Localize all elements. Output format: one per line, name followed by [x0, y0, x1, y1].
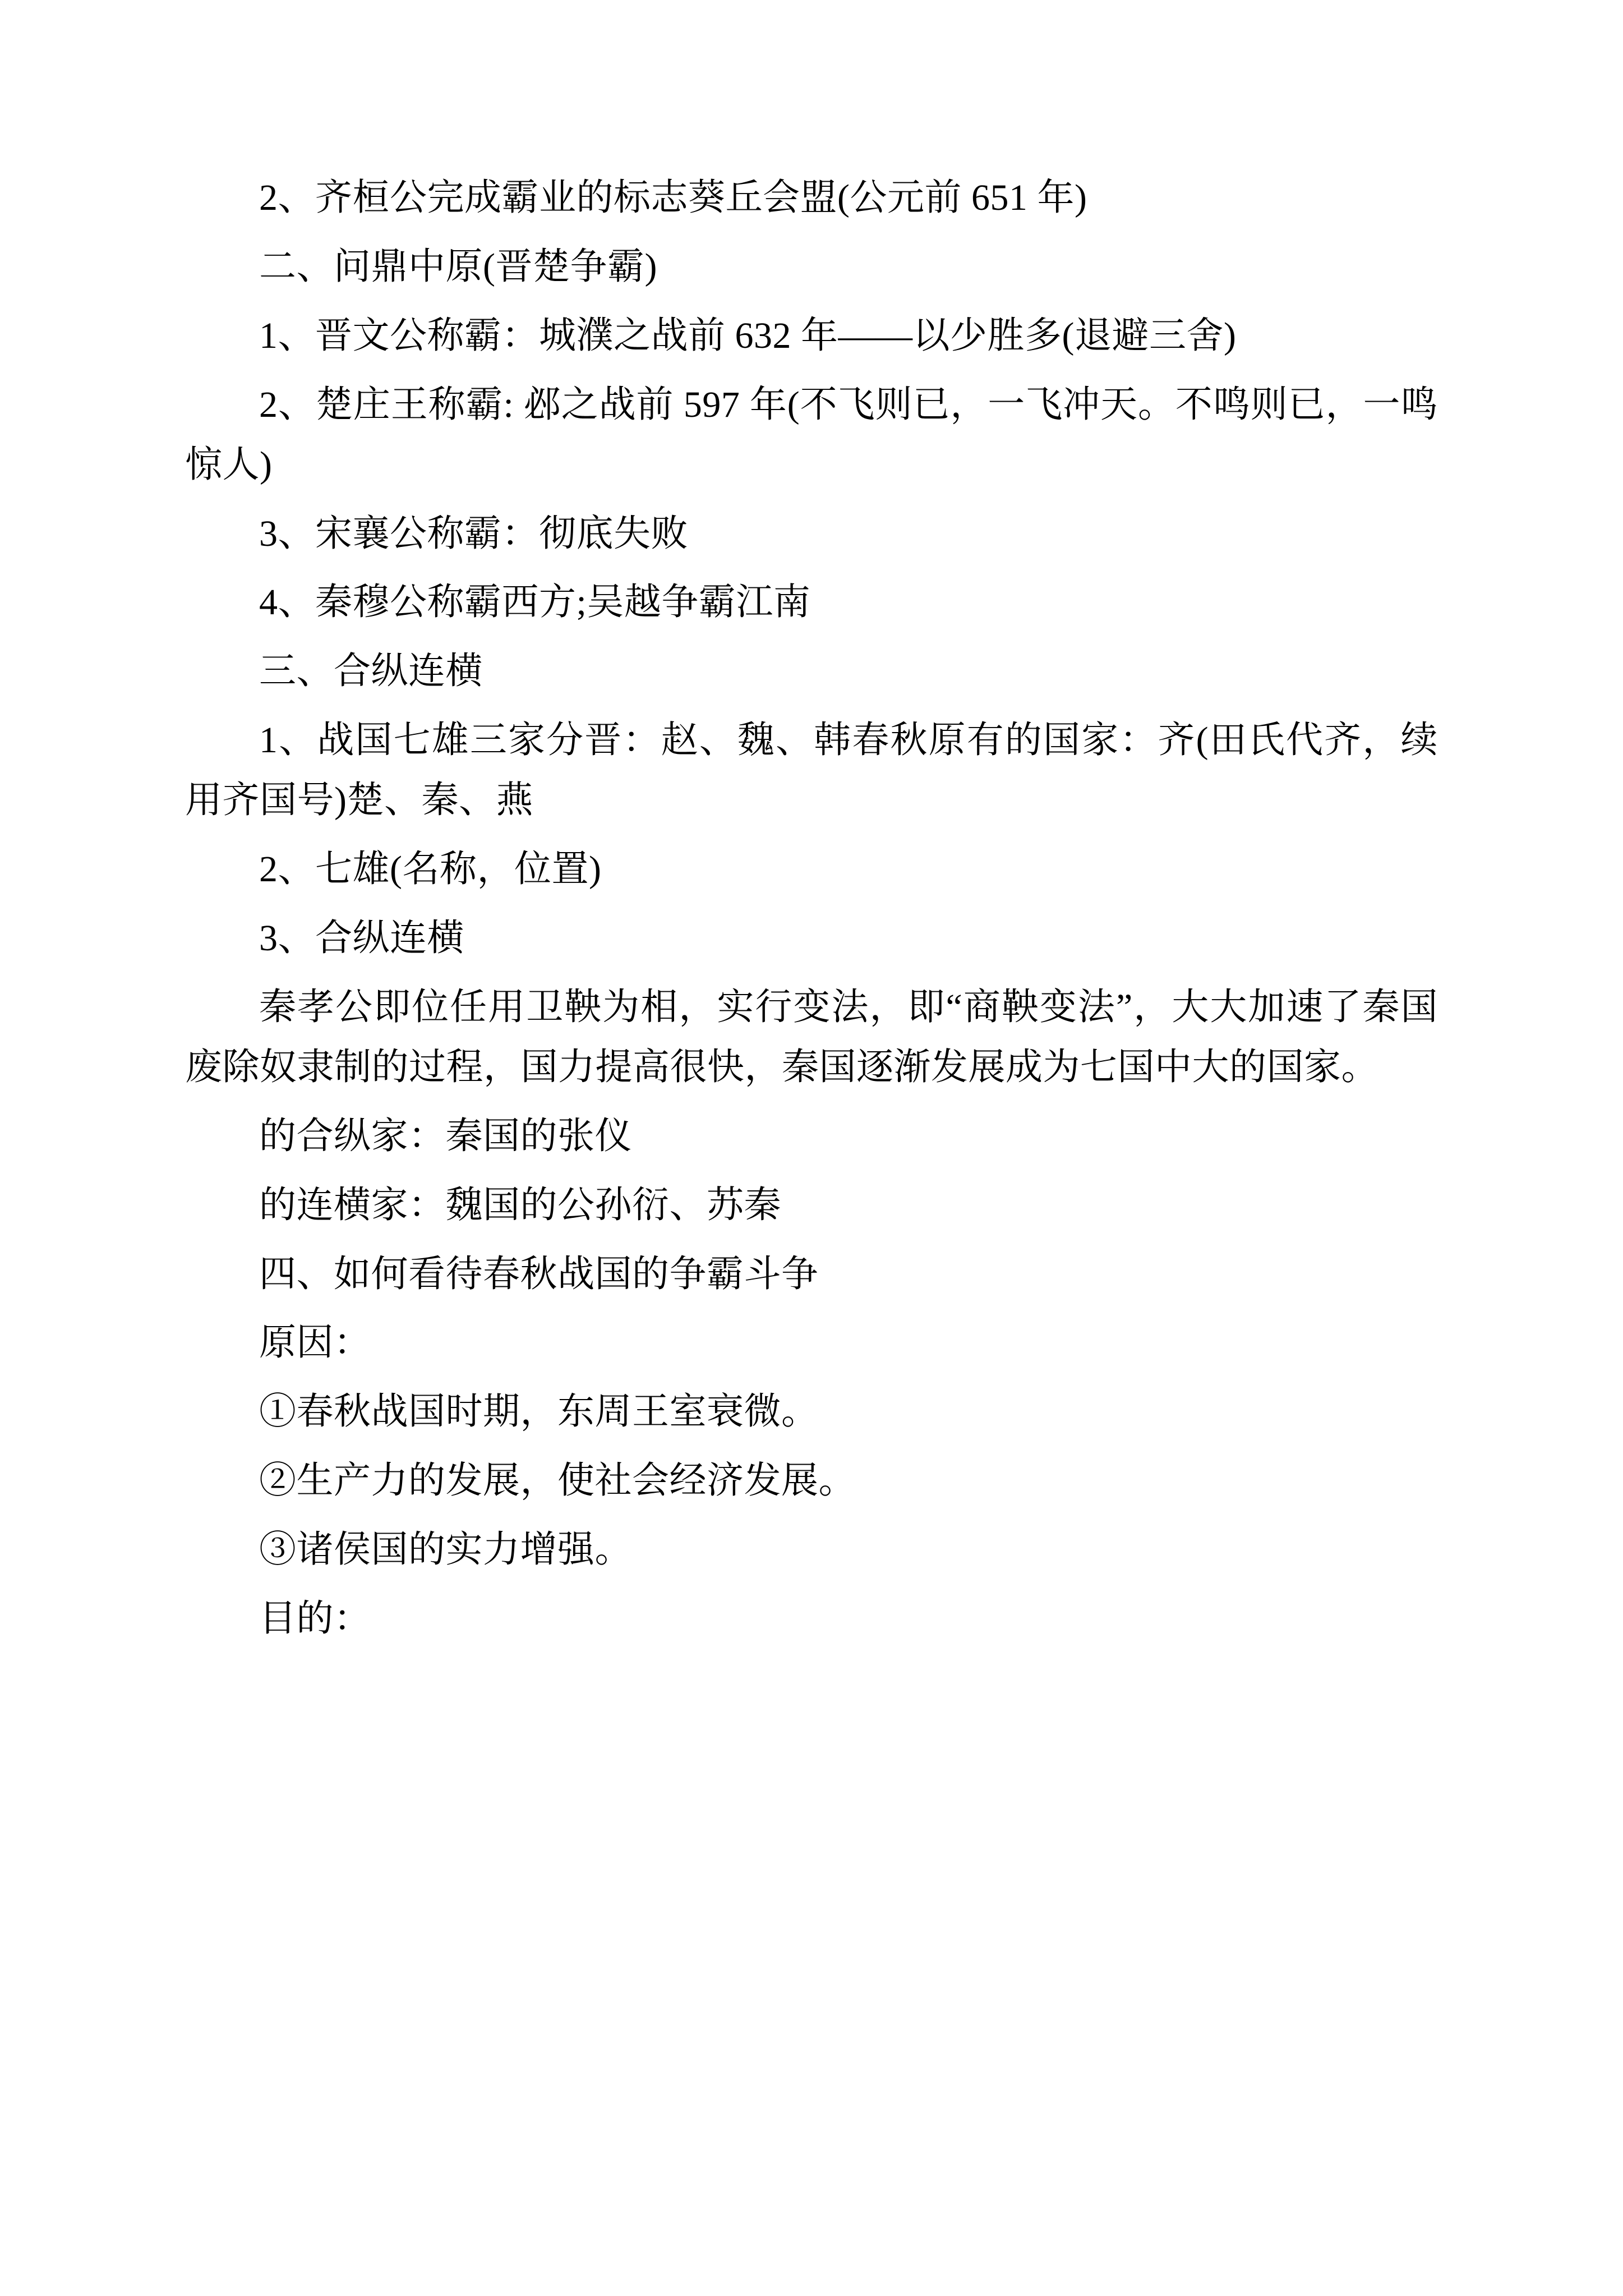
paragraph: 原因：	[259, 1322, 371, 1364]
paragraph: 2、七雄(名称，位置)	[259, 849, 602, 890]
paragraph: 的合纵家：秦国的张仪	[259, 1115, 632, 1157]
paragraph: 秦孝公即位任用卫鞅为相，实行变法，即“商鞅变法”，大大加速了秦国废除奴隶制的过程，国力提高很快，秦国逐渐发展成为七国中大的国家。	[185, 986, 1438, 1088]
paragraph: 1、战国七雄三家分晋：赵、魏、韩春秋原有的国家：齐(田氏代齐，续用齐国号)楚、秦、燕	[185, 720, 1438, 821]
paragraph: 4、秦穆公称霸西方;吴越争霸江南	[259, 582, 811, 623]
paragraph: 3、宋襄公称霸：彻底失败	[259, 513, 688, 554]
paragraph: 2、楚庄王称霸: 邲之战前 597 年(不飞则已，一飞冲天。不鸣则已，一鸣惊人)	[185, 384, 1438, 485]
paragraph: 3、合纵连横	[259, 917, 464, 959]
document-body	[185, 168, 1438, 1649]
paragraph: 目的：	[259, 1598, 371, 1640]
paragraph: 二、问鼎中原(晋楚争霸)	[259, 246, 657, 287]
paragraph: ②生产力的发展，使社会经济发展。	[259, 1460, 856, 1502]
paragraph: 1、晋文公称霸：城濮之战前 632 年——以少胜多(退避三舍)	[259, 315, 1237, 356]
paragraph: ①春秋战国时期，东周王室衰微。	[259, 1391, 819, 1433]
paragraph: 三、合纵连横	[259, 651, 483, 692]
paragraph: 四、如何看待春秋战国的争霸斗争	[259, 1253, 819, 1295]
paragraph: ③诸侯国的实力增强。	[259, 1529, 632, 1571]
paragraph: 2、齐桓公完成霸业的标志葵丘会盟(公元前 651 年)	[259, 177, 1087, 218]
paragraph: 的连横家：魏国的公孙衍、苏秦	[259, 1184, 781, 1226]
